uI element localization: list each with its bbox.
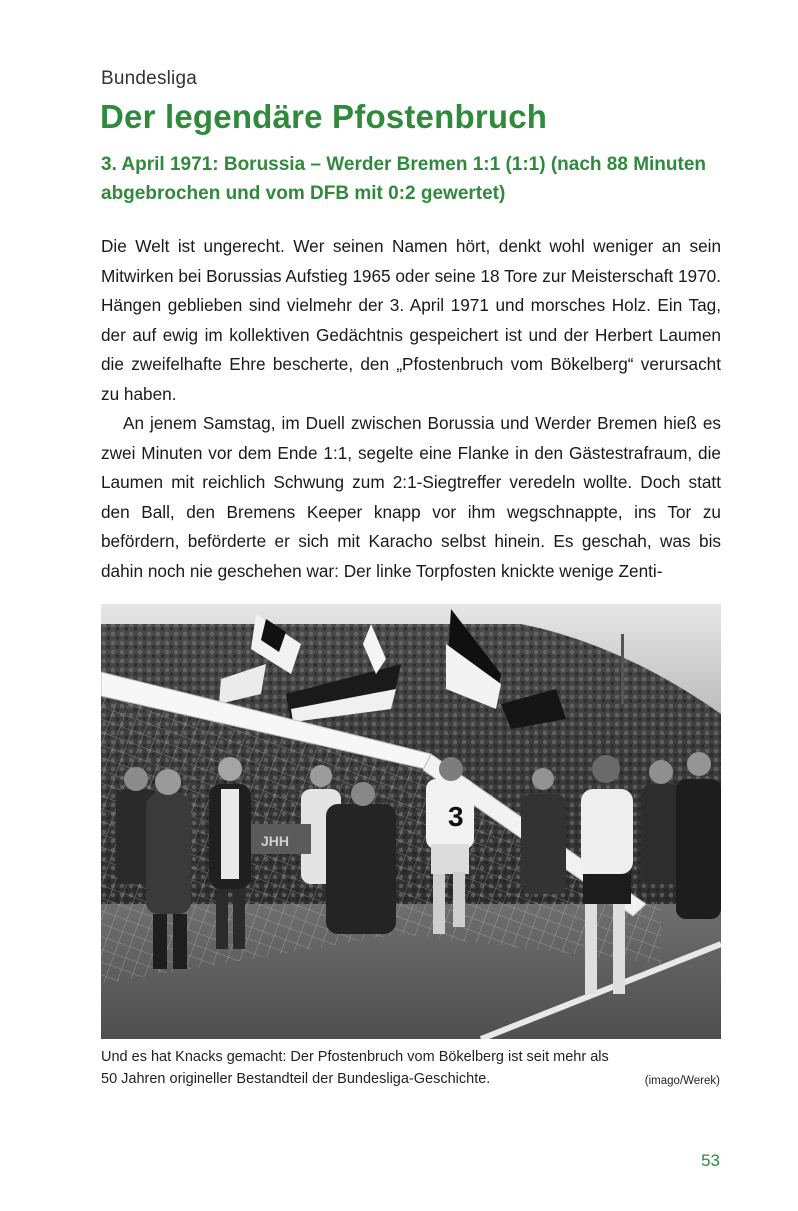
caption-line-2: 50 Jahren origineller Bestandteil der Bundesliga-Geschichte. bbox=[101, 1071, 491, 1087]
page-number: 53 bbox=[701, 1151, 720, 1170]
photo-caption bbox=[101, 1046, 721, 1090]
match-photo bbox=[101, 604, 721, 1039]
jersey-number: 3 bbox=[448, 801, 464, 832]
article-title: Der legendäre Pfostenbruch bbox=[100, 98, 548, 135]
paragraph: An jenem Samstag, im Duell zwischen Borussia und Werder Bremen hieß es zwei Minuten vor dem Ende 1:1, segelte eine Flanke in den Gästestrafraum, die Laumen mit reichlich Schwung zum 2:1-Siegtreffer veredeln wollte. Doch statt den Ball, den Bremens Keeper knapp vor ihm wegschnappte, ins Tor zu befördern, beförderte er sich mit Karacho selbst hinein. Es geschah, was bis dahin noch nie geschehen war: Der linke Torpfosten knickte wenige Zenti- bbox=[101, 413, 721, 581]
article-body bbox=[101, 232, 721, 586]
paragraph: Die Welt ist ungerecht. Wer seinen Namen hört, denkt wohl weniger an sein Mitwirken bei Borussias Aufstieg 1965 oder seine 18 Tore zur Meisterschaft 1970. Hängen geblieben sind vielmehr der 3. April 1971 und morsches Holz. Ein Tag, der auf ewig im kollektiven Gedächtnis gespeichert ist und der Herbert Laumen die zweifelhafte Ehre bescherte, den „Pfostenbruch vom Bökelberg“ verursacht zu haben. bbox=[101, 236, 721, 404]
article-subtitle: 3. April 1971: Borussia – Werder Bremen 1:1 (1:1) (nach 88 Minuten abgebrochen und vom DFB mit 0:2 gewertet) bbox=[101, 154, 707, 204]
photo-credit: (imago/Werek) bbox=[644, 1075, 720, 1087]
caption-line-1: Und es hat Knacks gemacht: Der Pfostenbruch vom Bökelberg ist seit mehr als bbox=[101, 1049, 609, 1065]
section-label: Bundesliga bbox=[101, 68, 198, 89]
ad-board-text: JHH bbox=[261, 833, 290, 849]
